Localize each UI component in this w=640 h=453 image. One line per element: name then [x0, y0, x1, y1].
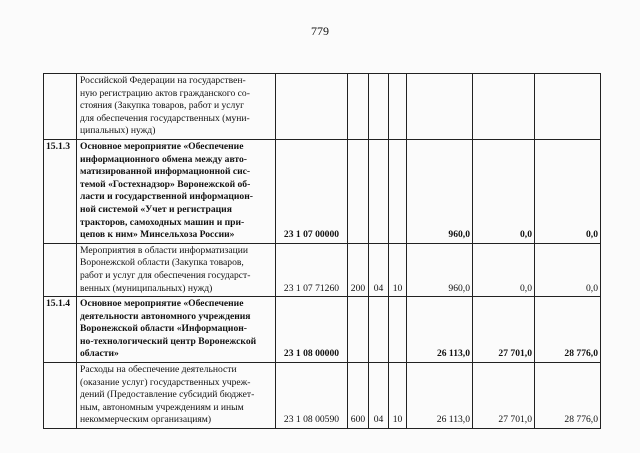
table-row	[44, 243, 601, 296]
amount-year2-cell: 0,0	[473, 139, 535, 243]
row-number-cell: 15.1.3	[44, 139, 77, 243]
amount-year3-cell: 0,0	[535, 243, 601, 296]
expense-type-cell	[348, 297, 369, 363]
amount-year3-cell: 28 776,0	[535, 363, 601, 429]
target-article-code-cell	[276, 74, 348, 140]
amount-year1-cell: 26 113,0	[407, 363, 473, 429]
table-row	[44, 74, 601, 140]
amount-year2-cell: 0,0	[473, 243, 535, 296]
subsection-cell: 10	[389, 363, 407, 429]
expense-type-cell	[348, 139, 369, 243]
section-cell	[369, 139, 389, 243]
row-number-cell: 15.1.4	[44, 297, 77, 363]
budget-table	[43, 73, 601, 429]
target-article-code-cell: 23 1 07 00000	[276, 139, 348, 243]
description-cell: Основное мероприятие «Обеспечение информационного обмена между авто- матизированной информационной сис- темой «Гостехнадзор» Воронежской об- ласти и государственной информацион- ной системой «Учет и регистрация тракторов, самоходных машин и при- цепов к ним» Минсельхоза России»	[77, 139, 276, 243]
amount-year2-cell: 27 701,0	[473, 297, 535, 363]
amount-year3-cell: 0,0	[535, 139, 601, 243]
page-number: 779	[311, 24, 329, 38]
row-number-cell	[44, 243, 77, 296]
subsection-cell	[389, 297, 407, 363]
description-cell: Основное мероприятие «Обеспечение деятельности автономного учреждения Воронежской области «Информацион- но-технологический центр Воронежской области»	[77, 297, 276, 363]
row-number-cell	[44, 363, 77, 429]
section-cell: 04	[369, 363, 389, 429]
amount-year1-cell: 960,0	[407, 139, 473, 243]
target-article-code-cell: 23 1 08 00000	[276, 297, 348, 363]
target-article-code-cell: 23 1 08 00590	[276, 363, 348, 429]
description-cell: Российской Федерации на государствен- ную регистрацию актов гражданского со- стояния (Закупка товаров, работ и услуг для обеспечения государственных (муни- ципальных) нужд)	[77, 74, 276, 140]
table-row	[44, 297, 601, 363]
section-cell	[369, 74, 389, 140]
amount-year1-cell	[407, 74, 473, 140]
amount-year3-cell	[535, 74, 601, 140]
section-cell	[369, 297, 389, 363]
description-cell: Мероприятия в области информатизации Воронежской области (Закупка товаров, работ и услуг для обеспечения государст- венных (муниципальных) нужд)	[77, 243, 276, 296]
expense-type-cell: 600	[348, 363, 369, 429]
subsection-cell	[389, 74, 407, 140]
amount-year1-cell: 26 113,0	[407, 297, 473, 363]
subsection-cell	[389, 139, 407, 243]
amount-year3-cell: 28 776,0	[535, 297, 601, 363]
description-cell: Расходы на обеспечение деятельности (оказание услуг) государственных учреж- дений (Предоставление субсидий бюджет- ным, автономным учреждениям и иным некоммерческим организациям)	[77, 363, 276, 429]
subsection-cell: 10	[389, 243, 407, 296]
table-row	[44, 139, 601, 243]
table-row	[44, 363, 601, 429]
amount-year1-cell: 960,0	[407, 243, 473, 296]
amount-year2-cell	[473, 74, 535, 140]
amount-year2-cell: 27 701,0	[473, 363, 535, 429]
expense-type-cell: 200	[348, 243, 369, 296]
expense-type-cell	[348, 74, 369, 140]
row-number-cell	[44, 74, 77, 140]
section-cell: 04	[369, 243, 389, 296]
target-article-code-cell: 23 1 07 71260	[276, 243, 348, 296]
